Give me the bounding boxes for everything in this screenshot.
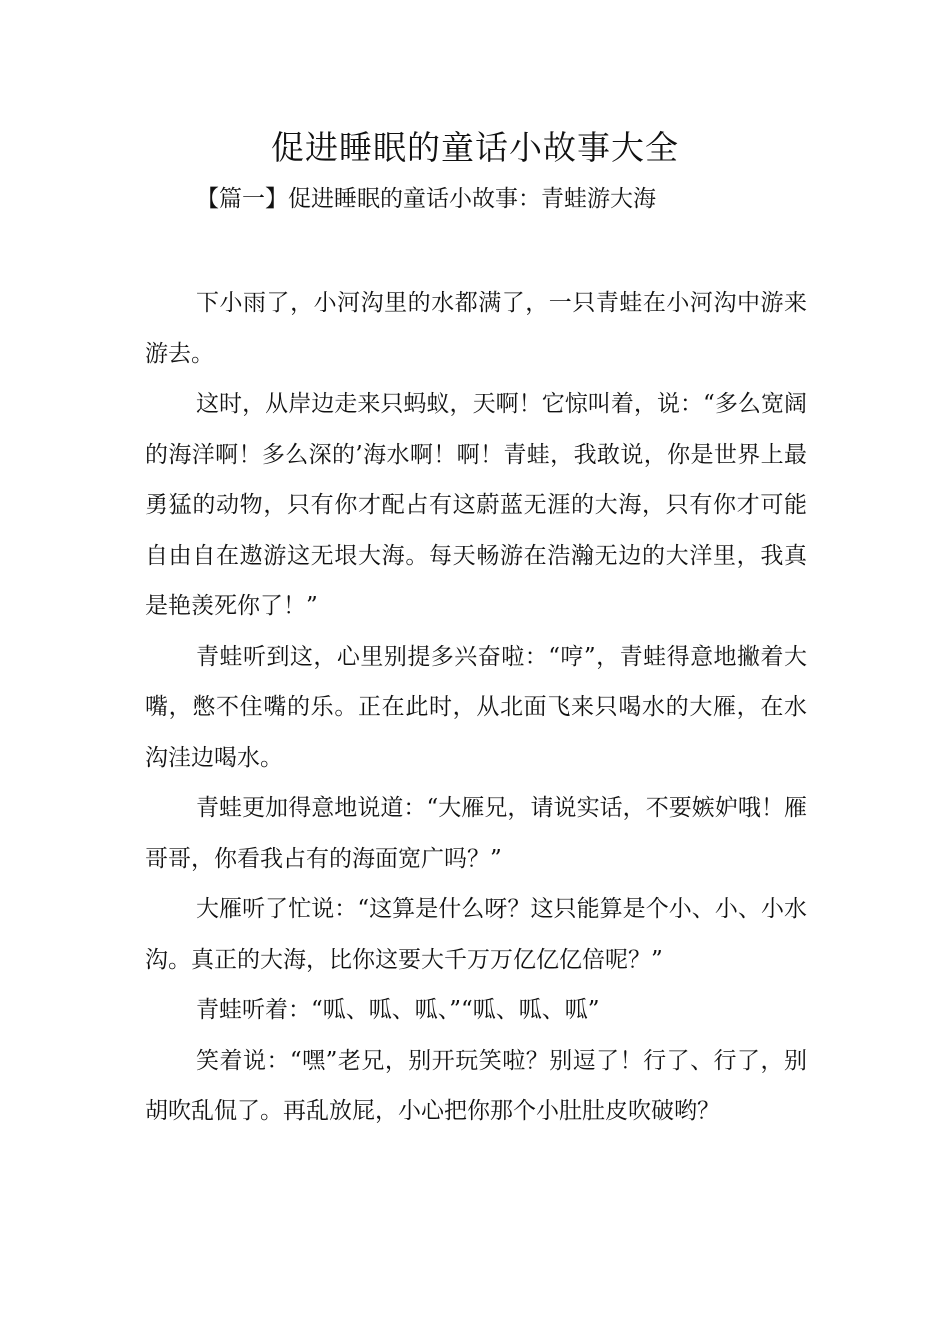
paragraph: 大雁听了忙说：“这算是什么呀？这只能算是个小、小、小水沟。真正的大海，比你这要大千万万亿亿亿倍呢？” <box>145 896 807 973</box>
paragraph: 青蛙听着：“呱、呱、呱、”“呱、呱、呱” <box>196 997 600 1023</box>
section-heading: 【篇一】促进睡眠的童话小故事：青蛙游大海 <box>196 186 656 212</box>
document-title: 促进睡眠的童话小故事大全 <box>271 128 679 167</box>
paragraph: 青蛙更加得意地说道：“大雁兄，请说实话，不要嫉妒哦！雁哥哥，你看我占有的海面宽广吗？” <box>145 795 807 872</box>
story-body <box>145 278 807 1137</box>
paragraph: 笑着说：“嘿”老兄，别开玩笑啦？别逗了！行了、行了，别胡吹乱侃了。再乱放屁，小心把你那个小肚肚皮吹破哟？ <box>145 1047 807 1124</box>
paragraph: 下小雨了，小河沟里的水都满了，一只青蛙在小河沟中游来游去。 <box>145 290 807 367</box>
paragraph: 青蛙听到这，心里别提多兴奋啦：“哼”，青蛙得意地撇着大嘴，憋不住嘴的乐。正在此时，从北面飞来只喝水的大雁，在水沟洼边喝水。 <box>145 643 807 771</box>
paragraph: 这时，从岸边走来只蚂蚁，天啊！它惊叫着，说：“多么宽阔的海洋啊！多么深的’海水啊！啊！青蛙，我敢说，你是世界上最勇猛的动物，只有你才配占有这蔚蓝无涯的大海，只有你才可能自由自在遨游这无垠大海。每天畅游在浩瀚无边的大洋里，我真是艳羡死你了！” <box>145 391 807 619</box>
